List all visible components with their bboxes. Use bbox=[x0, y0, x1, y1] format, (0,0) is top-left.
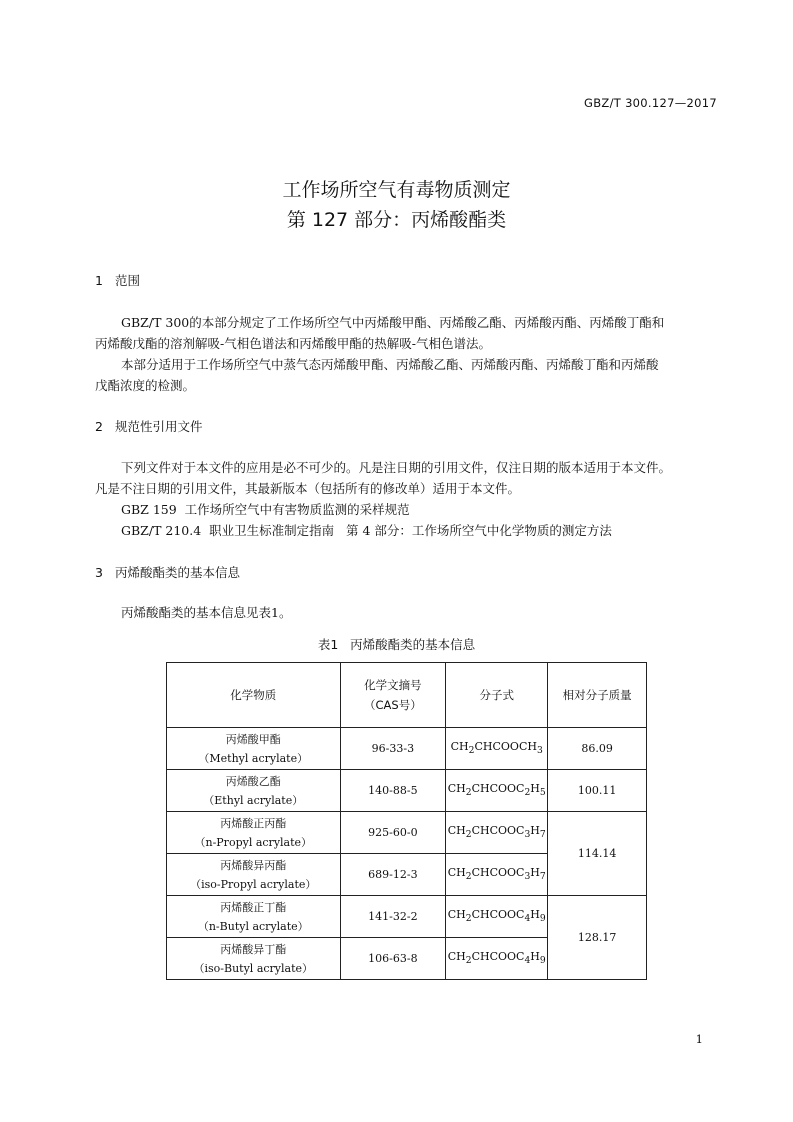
cas-cell: 140-88-5 bbox=[340, 770, 446, 812]
mass-cell: 114.14 bbox=[548, 812, 647, 896]
paragraph-line: GBZ/T 300的本部分规定了工作场所空气中丙烯酸甲酯、丙烯酸乙酯、丙烯酸丙酯、丙烯酸丁酯和 bbox=[121, 315, 665, 330]
substance-en: （Methyl acrylate） bbox=[198, 751, 309, 765]
document-subtitle: 第 127 部分：丙烯酸酯类 bbox=[286, 209, 507, 231]
formula-cell: $CH_2CHCOOC_3H_7$ bbox=[446, 812, 548, 854]
section-number: 3 bbox=[95, 565, 103, 580]
table-row bbox=[167, 896, 647, 938]
document-title: 工作场所空气有毒物质测定 bbox=[282, 179, 511, 201]
cas-cell: 925-60-0 bbox=[340, 812, 446, 854]
section-3-heading bbox=[95, 563, 240, 581]
substance-cn: 丙烯酸异丁酯 bbox=[220, 942, 287, 956]
section-title: 丙烯酸酯类的基本信息 bbox=[115, 565, 241, 580]
substance-cell bbox=[167, 770, 341, 812]
section-1-body bbox=[95, 312, 719, 396]
document-code: GBZ/T 300.127—2017 bbox=[584, 96, 717, 110]
reference-item: GBZ 159 工作场所空气中有害物质监测的采样规范 bbox=[121, 502, 410, 517]
mass-cell: 86.09 bbox=[548, 728, 647, 770]
header-cas-line2: （CAS号） bbox=[364, 698, 422, 712]
section-3-body bbox=[95, 602, 719, 623]
substance-en: （iso-Propyl acrylate） bbox=[190, 877, 317, 891]
paragraph-line: 下列文件对于本文件的应用是必不可少的。凡是注日期的引用文件，仅注日期的版本适用于本文件。 bbox=[121, 460, 672, 475]
section-title: 范围 bbox=[115, 273, 141, 288]
section-number: 1 bbox=[95, 273, 103, 288]
formula-cell: $CH_2CHCOOC_3H_7$ bbox=[446, 854, 548, 896]
formula-cell: $CH_2CHCOOC_2H_5$ bbox=[446, 770, 548, 812]
reference-item: GBZ/T 210.4 职业卫生标准制定指南 第 4 部分：工作场所空气中化学物质的测定方法 bbox=[121, 523, 612, 538]
section-2-body bbox=[95, 457, 719, 541]
substance-cell bbox=[167, 812, 341, 854]
paragraph-line: 凡是不注日期的引用文件，其最新版本（包括所有的修改单）适用于本文件。 bbox=[95, 481, 521, 496]
table-header-row bbox=[167, 663, 647, 728]
substance-en: （n-Butyl acrylate） bbox=[197, 919, 309, 933]
mass-cell: 128.17 bbox=[548, 896, 647, 980]
substance-cell bbox=[167, 896, 341, 938]
paragraph-line: 本部分适用于工作场所空气中蒸气态丙烯酸甲酯、丙烯酸乙酯、丙烯酸丙酯、丙烯酸丁酯和丙烯酸 bbox=[121, 357, 659, 372]
page-number: 1 bbox=[695, 1032, 703, 1046]
acrylate-info-table bbox=[166, 662, 647, 980]
header-substance: 化学物质 bbox=[167, 663, 341, 728]
paragraph-line: 丙烯酸戊酯的溶剂解吸-气相色谱法和丙烯酸甲酯的热解吸-气相色谱法。 bbox=[95, 336, 491, 351]
section-title: 规范性引用文件 bbox=[115, 419, 203, 434]
mass-cell: 100.11 bbox=[548, 770, 647, 812]
formula-cell: $CH_2CHCOOCH_3$ bbox=[446, 728, 548, 770]
substance-cn: 丙烯酸正丁酯 bbox=[220, 900, 287, 914]
header-mass: 相对分子质量 bbox=[548, 663, 647, 728]
substance-cell bbox=[167, 728, 341, 770]
table-caption: 表1 丙烯酸酯类的基本信息 bbox=[317, 637, 476, 652]
substance-cell bbox=[167, 938, 341, 980]
section-2-heading bbox=[95, 417, 203, 435]
table-row bbox=[167, 770, 647, 812]
formula-cell: $CH_2CHCOOC_4H_9$ bbox=[446, 938, 548, 980]
cas-cell: 106-63-8 bbox=[340, 938, 446, 980]
section-number: 2 bbox=[95, 419, 103, 434]
table-row bbox=[167, 728, 647, 770]
header-formula: 分子式 bbox=[446, 663, 548, 728]
header-cas-line1: 化学文摘号 bbox=[364, 678, 422, 692]
table-row bbox=[167, 812, 647, 854]
substance-cn: 丙烯酸甲酯 bbox=[225, 732, 281, 746]
substance-en: （iso-Butyl acrylate） bbox=[193, 961, 314, 975]
formula-cell: $CH_2CHCOOC_4H_9$ bbox=[446, 896, 548, 938]
cas-cell: 96-33-3 bbox=[340, 728, 446, 770]
cas-cell: 689-12-3 bbox=[340, 854, 446, 896]
paragraph-line: 戊酯浓度的检测。 bbox=[95, 378, 196, 393]
substance-cn: 丙烯酸正丙酯 bbox=[220, 816, 287, 830]
section-1-heading bbox=[95, 271, 140, 289]
cas-cell: 141-32-2 bbox=[340, 896, 446, 938]
substance-cell bbox=[167, 854, 341, 896]
substance-en: （n-Propyl acrylate） bbox=[194, 835, 313, 849]
substance-en: （Ethyl acrylate） bbox=[203, 793, 304, 807]
substance-cn: 丙烯酸异丙酯 bbox=[220, 858, 287, 872]
header-cas bbox=[340, 663, 446, 728]
substance-cn: 丙烯酸乙酯 bbox=[225, 774, 281, 788]
paragraph-line: 丙烯酸酯类的基本信息见表1。 bbox=[121, 605, 292, 620]
